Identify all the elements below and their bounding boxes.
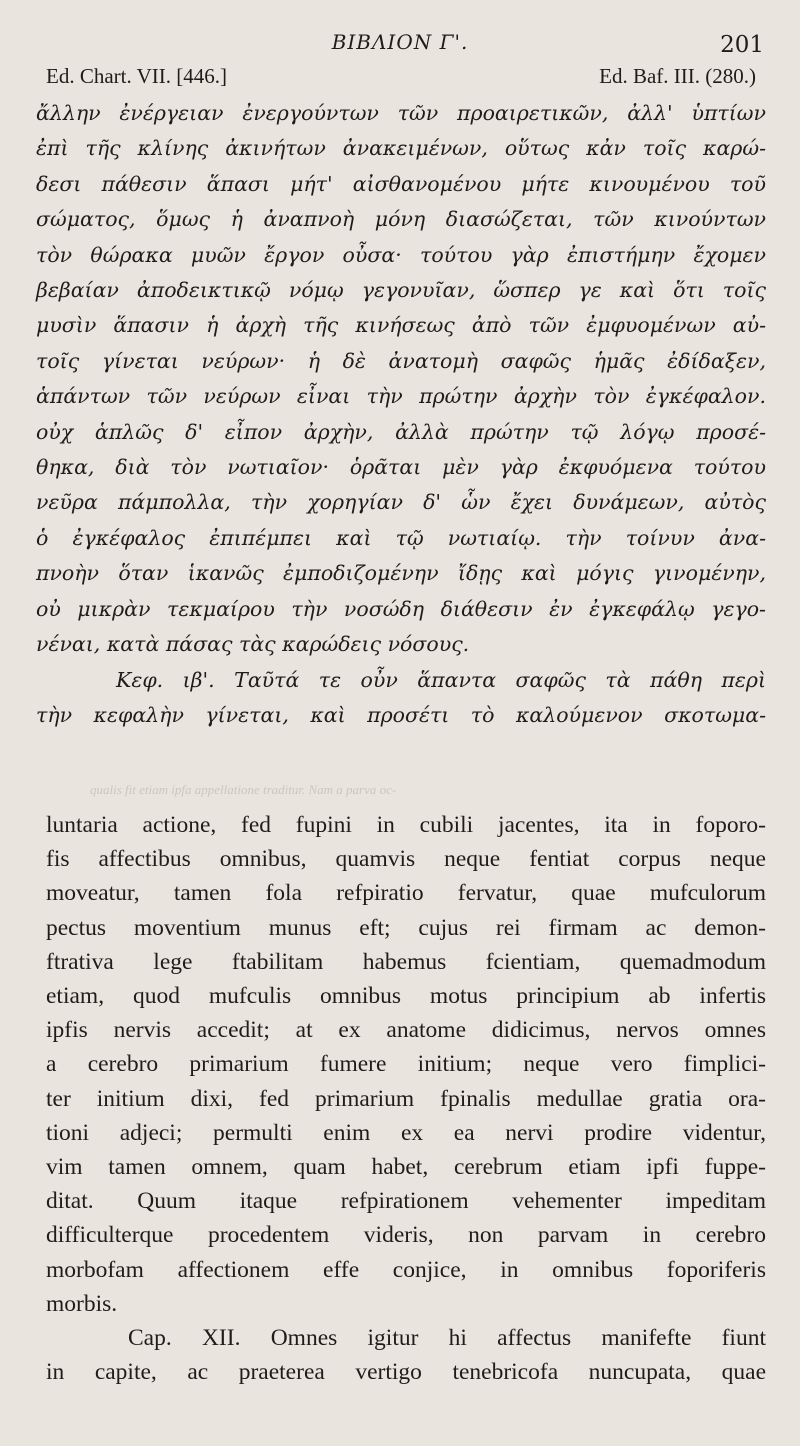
greek-line: μυσὶν ἅπασιν ἡ ἀρχὴ τῆς κινήσεως ἀπὸ τῶν ἐμφυομένων αὐ- — [36, 313, 766, 338]
greek-line: τὸν θώρακα μυῶν ἔργον οὖσα· τούτου γὰρ ἐπιστήμην ἔχομεν — [36, 242, 766, 267]
greek-line: βεβαίαν ἀποδεικτικῷ νόμῳ γεγονυῖαν, ὥσπερ γε καὶ ὅτι τοῖς — [36, 278, 766, 303]
greek-line: οὐ μικρὰν τεκμαίρου τὴν νοσώδη διάθεσιν ἐν ἐγκεφάλῳ γεγο- — [36, 596, 766, 621]
greek-chapter-heading-line: Κεφ. ιβ'. Ταῦτά τε οὖν ἅπαντα σαφῶς τὰ πάθη περὶ — [116, 667, 766, 692]
latin-line: etiam, quod mufculis omnibus motus principium ab infertis — [46, 983, 766, 1010]
greek-line: ἄλλην ἐνέργειαν ἐνεργούντων τῶν προαιρετικῶν, ἀλλ' ὑπτίων — [36, 101, 766, 125]
latin-line: tioni adjeci; permulti enim ex ea nervi prodire videntur, — [46, 1119, 766, 1146]
greek-line: θηκα, διὰ τὸν νωτιαῖον· ὁρᾶται μὲν γὰρ ἐκφυόμενα τούτου — [36, 455, 766, 480]
latin-text-block — [46, 808, 766, 1389]
latin-line: luntaria actione, fed fupini in cubili jacentes, ita in foporo- — [46, 812, 766, 838]
greek-line: νέναι, κατὰ πάσας τὰς καρώδεις νόσους. — [36, 632, 470, 657]
latin-line: in capite, ac praeterea vertigo tenebricofa nuncupata, quae — [46, 1359, 766, 1386]
latin-line: difficulterque procedentem videris, non parvam in cerebro — [46, 1222, 766, 1249]
running-title: ΒΙΒΛΙΟΝ Γ'. — [331, 30, 469, 54]
greek-line: οὐχ ἁπλῶς δ' εἶπον ἀρχὴν, ἀλλὰ πρώτην τῷ λόγῳ προσέ- — [36, 419, 766, 444]
latin-line: morbofam affectionem effe conjice, in omnibus foporiferis — [46, 1256, 766, 1283]
greek-line: ἐπὶ τῆς κλίνης ἀκινήτων ἀνακειμένων, οὕτως κἀν τοῖς καρώ- — [36, 136, 766, 161]
latin-line: morbis. — [46, 1290, 118, 1317]
latin-line: vim tamen omnem, quam habet, cerebrum etiam ipfi fuppe- — [46, 1154, 766, 1181]
page-number: 201 — [720, 32, 764, 58]
greek-line: δεσι πάθεσιν ἅπασι μήτ' αἰσθανομένου μήτε κινουμένου τοῦ — [36, 171, 766, 196]
greek-line: τὴν κεφαλὴν γίνεται, καὶ προσέτι τὸ καλούμενον σκοτωμα- — [36, 702, 766, 727]
greek-text-block — [36, 96, 766, 733]
greek-line: ἁπάντων τῶν νεύρων εἶναι τὴν πρώτην ἀρχὴν τὸν ἐγκέφαλον. — [36, 384, 766, 409]
edition-reference-line — [46, 64, 756, 89]
latin-line: pectus moventium munus eft; cujus rei firmam ac demon- — [46, 914, 766, 941]
greek-line: σώματος, ὅμως ἡ ἀναπνοὴ μόνη διασώζεται, τῶν κινούντων — [36, 207, 766, 232]
greek-line: πνοὴν ὅταν ἱκανῶς ἐμποδιζομένην ἴδῃς καὶ μόγις γινομένην, — [36, 561, 766, 586]
greek-line: νεῦρα πάμπολλα, τὴν χορηγίαν δ' ὧν ἔχει δυνάμεων, αὐτὸς — [36, 490, 766, 515]
show-through-text: qualis fit etiam ipfa appellatione traditur. Nam a parva oc- — [90, 782, 397, 797]
latin-chapter-heading-line: Cap. XII. Omnes igitur hi affectus manifefte fiunt — [128, 1325, 766, 1352]
greek-line: ὁ ἐγκέφαλος ἐπιπέμπει καὶ τῷ νωτιαίῳ. τὴν τοίνυν ἀνα- — [36, 525, 766, 550]
latin-line: moveatur, tamen fola refpiratio fervatur, quae mufculorum — [46, 880, 766, 907]
greek-line: τοῖς γίνεται νεύρων· ἡ δὲ ἀνατομὴ σαφῶς ἡμᾶς ἐδίδαξεν, — [36, 348, 766, 373]
latin-line: ftrativa lege ftabilitam habemus fcientiam, quemadmodum — [46, 948, 766, 975]
edition-right-reference: Ed. Baf. III. (280.) — [599, 64, 756, 88]
latin-line: fis affectibus omnibus, quamvis neque fentiat corpus neque — [46, 846, 766, 873]
latin-line: ditat. Quum itaque refpirationem vehementer impeditam — [46, 1188, 766, 1215]
edition-left-reference: Ed. Chart. VII. [446.] — [46, 64, 227, 88]
latin-line: ipfis nervis accedit; at ex anatome didicimus, nervos omnes — [46, 1017, 766, 1044]
latin-line: a cerebro primarium fumere initium; neque vero fimplici- — [46, 1051, 766, 1078]
latin-line: ter initium dixi, fed primarium fpinalis medullae gratia ora- — [46, 1085, 766, 1112]
